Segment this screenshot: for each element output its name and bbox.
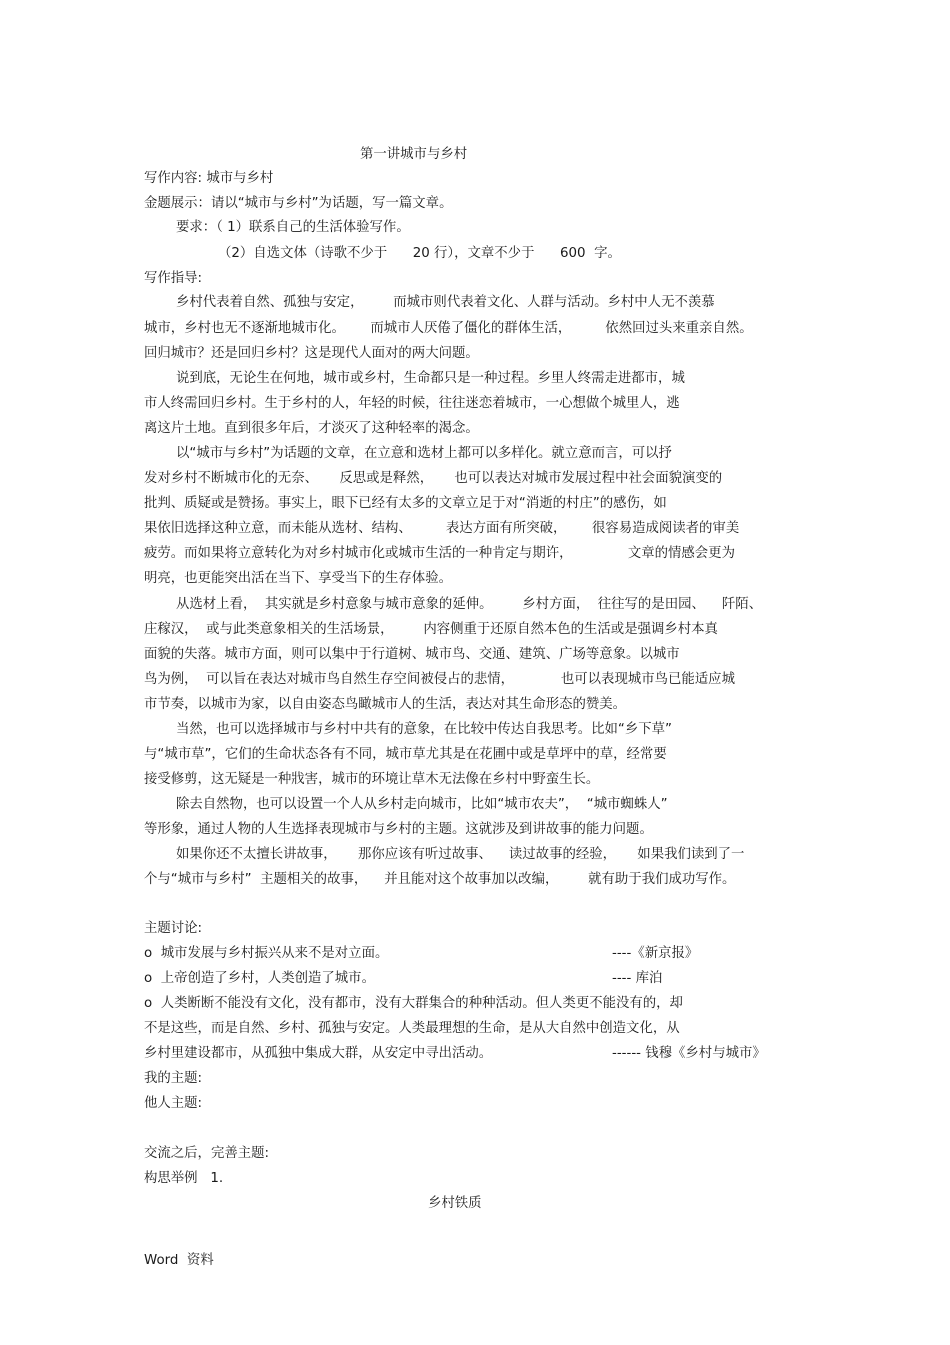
requirement-2: （2）自选文体（诗歌不少于 20 行），文章不少于 600 字。 [218, 246, 621, 261]
guide-label: 写作指导: [144, 271, 203, 286]
paragraph-line: 离这片土地。直到很多年后，才淡灭了这种轻率的渴念。 [144, 421, 479, 436]
page-footer: Word 资料 [144, 1253, 214, 1268]
paragraph-line: 发对乡村不断城市化的无奈、 反思或是释然， 也可以表达对城市发展过程中社会面貌演变的 [144, 471, 723, 486]
quote-2: o 上帝创造了乡村，人类创造了城市。 [144, 971, 375, 986]
my-theme-label: 我的主题: [144, 1071, 203, 1086]
paragraph-line: 以“城市与乡村”为话题的文章，在立意和选材上都可以多样化。就立意而言，可以抒 [176, 446, 672, 461]
paragraph-line: 回归城市？还是回归乡村？这是现代人面对的两大问题。 [144, 346, 479, 361]
example-title: 乡村铁质 [428, 1196, 482, 1211]
paragraph-line: 乡村代表着自然、孤独与安定， 而城市则代表着文化、人群与活动。乡村中人无不羡慕 [176, 295, 715, 310]
paragraph-line: 市人终需回归乡村。生于乡村的人，年轻的时候，往往迷恋着城市，一心想做个城里人，逃 [144, 396, 680, 411]
quote-3-line: 乡村里建设都市，从孤独中集成大群，从安定中寻出活动。 [144, 1046, 493, 1061]
paragraph-line: 市节奏，以城市为家，以自由姿态鸟瞰城市人的生活，表达对其生命形态的赞美。 [144, 697, 627, 712]
paragraph-line: 当然，也可以选择城市与乡村中共有的意象，在比较中传达自我思考。比如“乡下草” [176, 722, 672, 737]
paragraph-line: 疲劳。而如果将立意转化为对乡村城市化或城市生活的一种肯定与期许， 文章的情感会更为 [144, 546, 735, 561]
paragraph-line: 从选材上看， 其实就是乡村意象与城市意象的延伸。 乡村方面， 往往写的是田园、 阡陌、 [176, 597, 763, 612]
paragraph-line: 批判、质疑或是赞扬。事实上，眼下已经有太多的文章立足于对“消逝的村庄”的感伤，如 [144, 496, 667, 511]
document-title: 第一讲城市与乡村 [360, 147, 468, 162]
quote-3-line: o 人类断断不能没有文化，没有都市，没有大群集合的种种活动。但人类更不能没有的，却 [144, 996, 683, 1011]
paragraph-line: 等形象，通过人物的人生选择表现城市与乡村的主题。这就涉及到讲故事的能力问题。 [144, 822, 653, 837]
after-exchange-label: 交流之后，完善主题: [144, 1146, 270, 1161]
quote-3-line: 不是这些，而是自然、乡村、孤独与安定。人类最理想的生命，是从大自然中创造文化，从 [144, 1021, 680, 1036]
paragraph-line: 除去自然物，也可以设置一个人从乡村走向城市，比如“城市农夫”， “城市蜘蛛人” [176, 797, 668, 812]
paragraph-line: 城市，乡村也无不逐渐地城市化。 而城市人厌倦了僵化的群体生活， 依然回过头来重亲自然。 [144, 321, 753, 336]
discussion-label: 主题讨论: [144, 921, 203, 936]
requirement-1: 要求：（ 1）联系自己的生活体验写作。 [176, 220, 410, 235]
quote-2-source: ---- 库泊 [612, 971, 663, 986]
paragraph-line: 接受修剪，这无疑是一种戕害，城市的环境让草木无法像在乡村中野蛮生长。 [144, 772, 600, 787]
paragraph-line: 庄稼汉， 或与此类意象相关的生活场景， 内容侧重于还原自然本色的生活或是强调乡村本真 [144, 622, 718, 637]
quote-1-source: ----《新京报》 [612, 946, 699, 961]
paragraph-line: 个与“城市与乡村” 主题相关的故事， 并且能对这个故事加以改编， 就有助于我们成功写作。 [144, 872, 736, 887]
topic-line: 金题展示：请以“城市与乡村”为话题，写一篇文章。 [144, 196, 453, 211]
paragraph-line: 如果你还不太擅长讲故事， 那你应该有听过故事、 读过故事的经验， 如果我们读到了一 [176, 847, 745, 862]
paragraph-line: 明亮，也更能突出活在当下、享受当下的生存体验。 [144, 571, 452, 586]
content-label: 写作内容: 城市与乡村 [144, 171, 274, 186]
paragraph-line: 果依旧选择这种立意，而未能从选材、结构、 表达方面有所突破， 很容易造成阅读者的审美 [144, 521, 740, 536]
example-label: 构思举例 1. [144, 1171, 224, 1186]
paragraph-line: 鸟为例， 可以旨在表达对城市鸟自然生存空间被侵占的悲情， 也可以表现城市鸟已能适应城 [144, 672, 735, 687]
paragraph-line: 与“城市草”，它们的生命状态各有不同，城市草尤其是在花圃中或是草坪中的草，经常要 [144, 747, 667, 762]
paragraph-line: 说到底，无论生在何地，城市或乡村，生命都只是一种过程。乡里人终需走进都市，城 [176, 371, 685, 386]
paragraph-line: 面貌的失落。城市方面，则可以集中于行道树、城市鸟、交通、建筑、广场等意象。以城市 [144, 647, 680, 662]
quote-3-source: ------ 钱穆《乡村与城市》 [612, 1046, 766, 1061]
others-theme-label: 他人主题: [144, 1096, 203, 1111]
quote-1: o 城市发展与乡村振兴从来不是对立面。 [144, 946, 389, 961]
